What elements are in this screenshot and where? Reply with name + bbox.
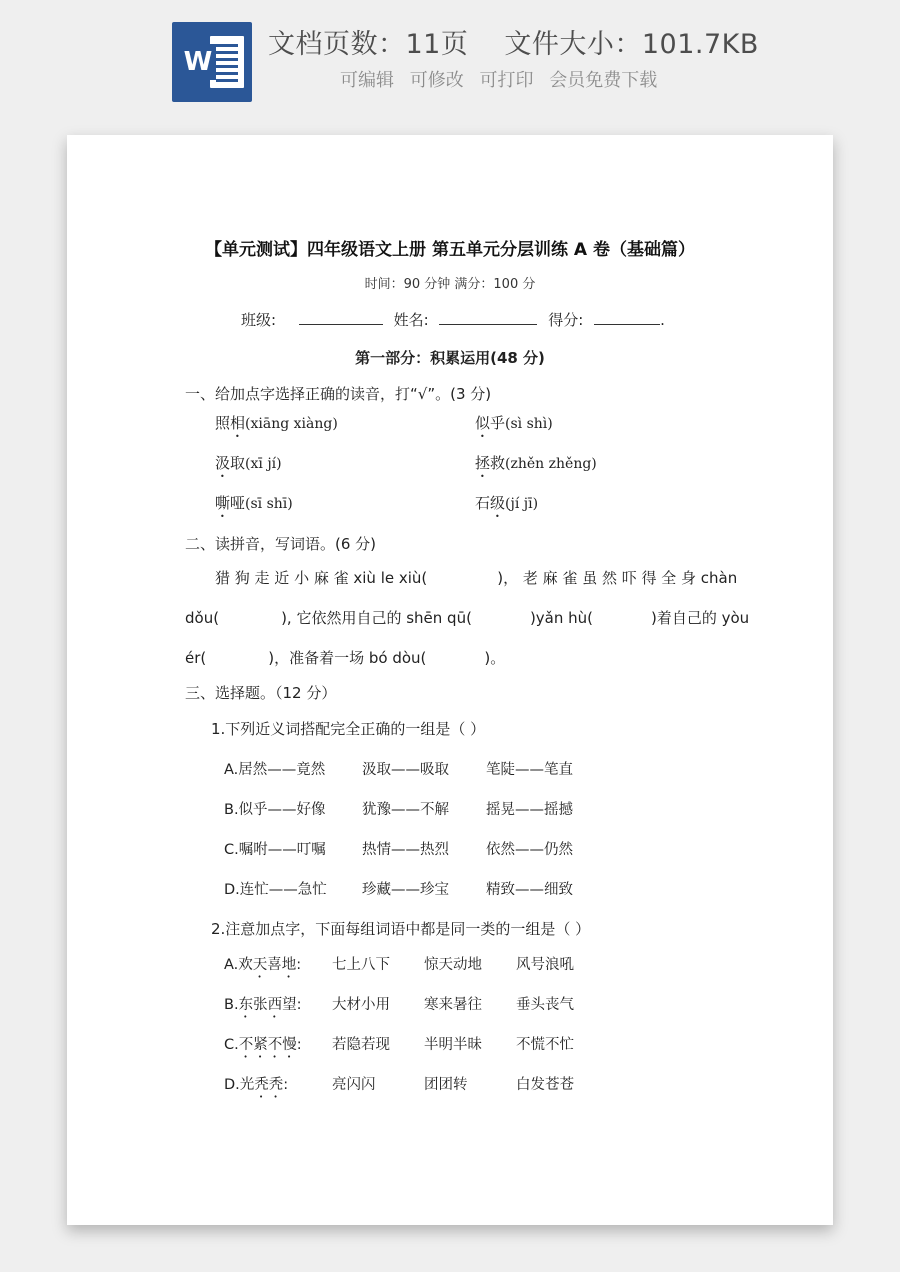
score-blank (594, 310, 660, 325)
file-size: 文件大小：101.7KB (504, 29, 759, 60)
question-2-line-2: dǒu( ), 它依然用自己的 shēn qū( )yǎn hù( )着自己的 yòu (185, 609, 750, 627)
name-label: 姓名: (393, 311, 429, 329)
pinyin-item-6: 石级(jí jī) (475, 494, 539, 512)
question-1-title: 一、给加点字选择正确的读音，打“√”。(3 分) (185, 385, 492, 403)
student-info-line: 班级: 姓名: 得分: . (241, 311, 665, 329)
feature-editable: 可编辑 (340, 70, 394, 91)
exam-title: 【单元测试】四年级语文上册 第五单元分层训练 A 卷（基础篇） (205, 240, 695, 260)
option-3-2-a: A.欢天喜地: 七上八下 惊天动地 风号浪吼 (224, 957, 574, 973)
feature-printable: 可打印 (479, 70, 534, 91)
question-3-2-title: 2.注意加点字，下面每组词语中都是同一类的一组是（ ） (211, 920, 591, 938)
question-3-1-title: 1.下列近义词搭配完全正确的一组是（ ） (211, 720, 486, 738)
option-3-1-a: A.居然——竟然 汲取——吸取 笔陡——笔直 (224, 762, 573, 778)
feature-list (340, 66, 667, 92)
question-2-line-1: 猎 狗 走 近 小 麻 雀 xiù le xiù( )， 老 麻 雀 虽 然 吓 得 全 身 chàn (215, 569, 738, 587)
option-3-2-b: B.东张西望: 大材小用 寒来暑往 垂头丧气 (224, 997, 574, 1013)
document-page (67, 135, 833, 1225)
pinyin-item-5: 嘶哑(sī shī) (215, 494, 293, 512)
option-3-2-c: C.不紧不慢: 若隐若现 半明半昧 不慌不忙 (224, 1037, 574, 1053)
question-2-line-3: ér( )，准备着一场 bó dòu( )。 (185, 649, 506, 667)
file-info (268, 22, 759, 61)
pinyin-item-1: 照相(xiāng xiàng) (215, 414, 338, 432)
option-3-1-d: D.连忙——急忙 珍藏——珍宝 精致——细致 (224, 882, 573, 898)
option-3-1-c: C.嘱咐——叮嘱 热情——热烈 依然——仍然 (224, 842, 573, 858)
feature-modifiable: 可修改 (409, 70, 464, 91)
option-3-2-d: D.光秃秃: 亮闪闪 团团转 白发苍苍 (224, 1077, 574, 1093)
pinyin-item-3: 汲取(xī jí) (215, 454, 282, 472)
part-one-heading: 第一部分：积累运用(48 分) (355, 349, 545, 367)
pinyin-item-2: 似乎(sì shì) (475, 414, 553, 432)
option-3-1-b: B.似乎——好像 犹豫——不解 摇晃——摇撼 (224, 802, 573, 818)
word-document-icon: W (172, 22, 252, 102)
score-label: 得分: (548, 311, 584, 329)
pinyin-item-4: 拯救(zhěn zhěng) (475, 454, 597, 472)
class-label: 班级: (241, 311, 277, 329)
page-count: 文档页数：11页 (268, 29, 469, 60)
download-banner (0, 0, 900, 120)
question-3-title: 三、选择题。（12 分） (185, 684, 337, 702)
class-blank (299, 310, 383, 325)
exam-meta: 时间：90 分钟 满分：100 分 (364, 277, 536, 292)
name-blank (439, 310, 537, 325)
question-2-title: 二、读拼音，写词语。(6 分) (185, 535, 377, 553)
feature-free-download: 会员免费下载 (549, 70, 658, 91)
